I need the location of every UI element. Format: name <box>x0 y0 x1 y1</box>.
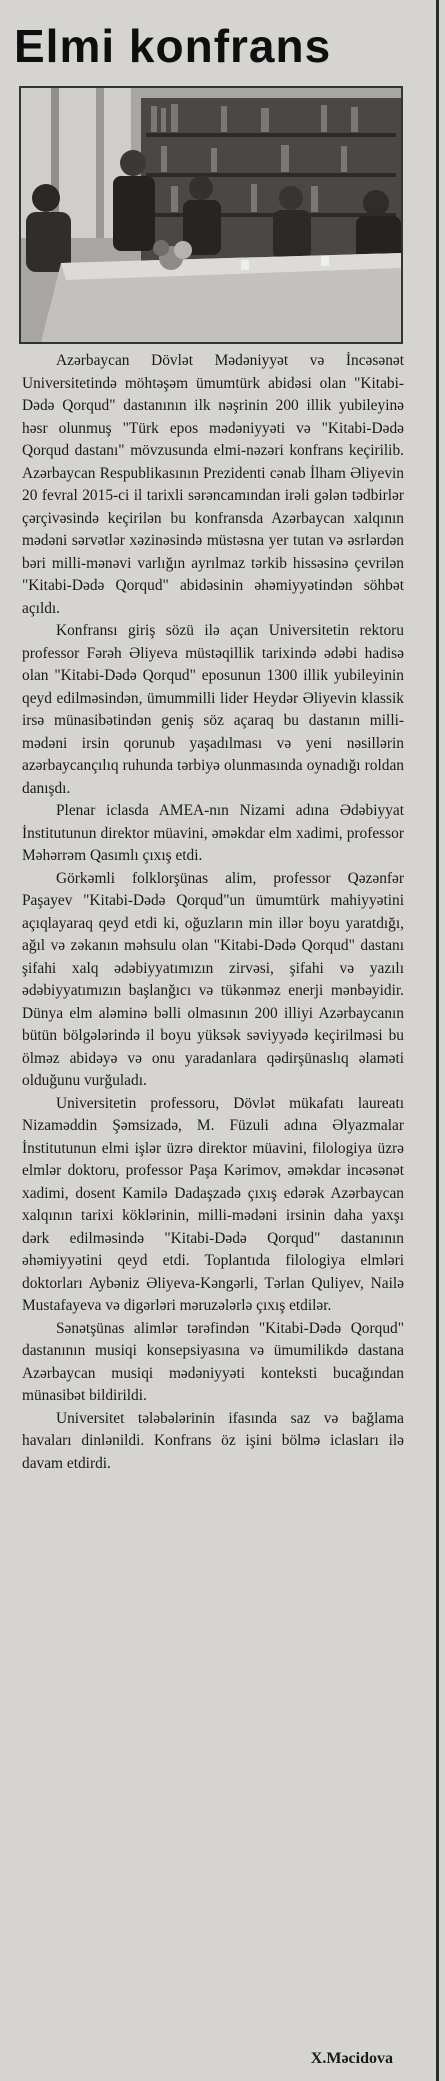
paragraph: Konfransı giriş sözü ilə açan Universitetin rektoru professor Fərəh Əliyeva müstəqillik tarixində ədəbi hadisə olan "Kitabi-Dədə Qorqud" eposunun 1300 illik yubileyinin qeyd edilməsindən, ümummilli lider Heydər Əliyevin klassik irsə münasibətindən geniş söz açaraq bu dastanın milli-mədəni irsin qorunub yaşadılması və yeni nəsillərin azərbaycançılıq ruhunda tərbiyə olunmasında oynadığı roldan danışdı. <box>22 622 404 797</box>
paragraph: Plenar iclasda AMEA-nın Nizami adına Ədəbiyyat İnstitutunun direktor müavini, əməkdar elm xadimi, professor Məhərrəm Qasımlı çıxış etdi. <box>22 802 404 864</box>
paragraph: Universitet tələbələrinin ifasında saz və bağlama havaları dinlənildi. Konfrans öz işini bölmə iclasları ilə davam etdirdi. <box>22 1409 404 1472</box>
article-title: Elmi konfrans <box>14 20 332 72</box>
article-body <box>22 350 404 1475</box>
paragraph: Universitetin professoru, Dövlət mükafatı laureatı Nizaməddin Şəmsizadə, M. Füzuli adına Əlyazmalar İnstitutunun elmi işlər üzrə direktor müavini, filologiya üzrə elmlər doktoru, professor Paşa Kərimov, əməkdar incəsənət xadimi, dosent Kamilə Dadaşzadə çıxış edərək Azərbaycan xalqının tarixi köklərinin, milli-mədəni irsinin daha yaxşı dərk edilməsində "Kitabi-Dədə Qorqud" dastanının əhəmiyyətini qeyd etdi. Toplantıda filologiya elmləri doktorları Aybəniz Əliyeva-Kəngərli, Tərlan Quliyev, Nailə Mustafayeva və digərləri məruzələrlə çıxış etdilər. <box>22 1094 404 1314</box>
conference-photo <box>19 86 403 344</box>
paragraph: Görkəmli folklorşünas alim, professor Qəzənfər Paşayev "Kitabi-Dədə Qorqud"un ümumtürk mahiyyətini açıqlayaraq qeyd etdi ki, oğuzların min illər boyu yaratdığı, ağıl və zəkanın məhsulu olan "Kitabi-Dədə Qorqud" dastanı şifahi xalq ədəbiyyatımızın zirvəsi, şifahi və yazılı ədəbiyyatımızın başlanğıcı və tükənməz enerji mənbəyidir. Dünya elm aləminə bəlli olmasının 200 illiyi Azərbaycanın bütün bölgələrində il boyu yüksək səviyyədə keçirilməsi bu ölməz abidəyə və onu yaradanlara qədirşünaslıq əlaməti olduğunu vurğuladı. <box>22 869 404 1089</box>
paragraph: Azərbaycan Dövlət Mədəniyyət və İncəsənət Universitetində möhtəşəm ümumtürk abidəsi olan "Kitabi-Dədə Qorqud" dastanının ilk nəşrinin 200 illik yubileyinə həsr olunmuş "Türk epos mədəniyyəti və "Kitabi-Dədə Qorqud dastanı" mövzusunda elmi-nəzəri konfrans keçirilib. Azərbaycan Respublikasının Prezidenti cənab İlham Əliyevin 20 fevral 2015-ci il tarixli sərəncamından irəli gələn tədbirlər çərçivəsində keçirilən bu konfransda Azərbaycan xalqının mədəni sərvətlər xəzinəsində müstəsna yer tutan və əsrlərdən bəri milli-mənəvi varlığın ayrılmaz tərkib hissəsinə çevrilən "Kitabi-Dədə Qorqud" abidəsinin əhəmiyyətindən söhbət açıldı. <box>22 352 404 617</box>
paragraph: Sənətşünas alimlər tərəfindən "Kitabi-Dədə Qorqud" dastanının musiqi konsepsiyasına və ümumilikdə dastana Azərbaycan musiqi mədəniyyəti konteksti bucağından münasibət bildirildi. <box>22 1319 404 1404</box>
column-rule <box>436 0 439 2081</box>
author-signature: X.Məcidova <box>310 2050 393 2067</box>
